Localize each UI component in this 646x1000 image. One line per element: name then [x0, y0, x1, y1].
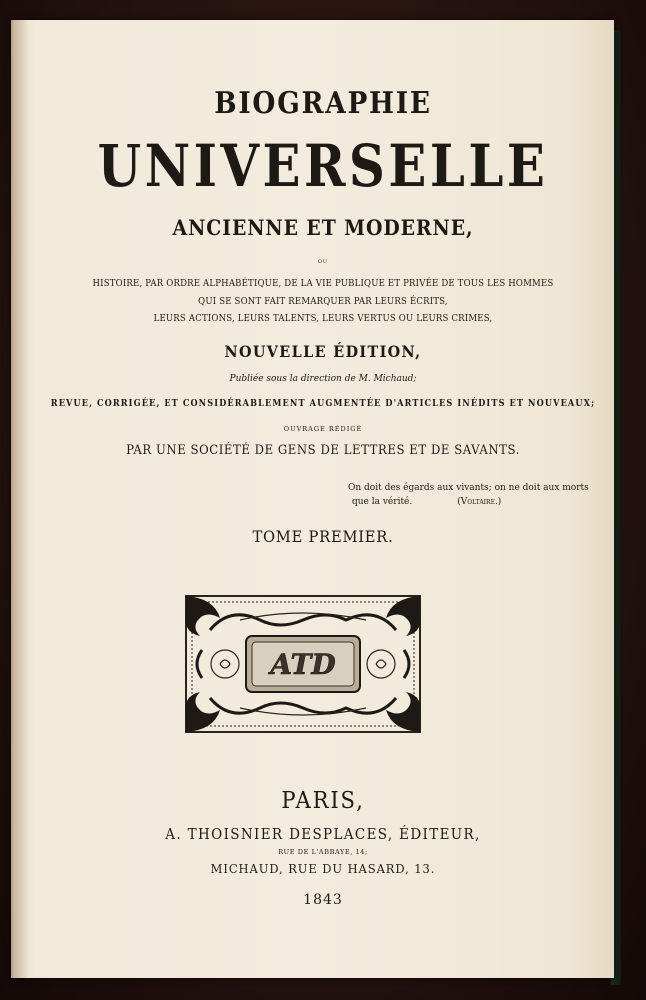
edition-editor-note: Publiée sous la direction de M. Michaud; [229, 374, 417, 384]
title-line-2: UNIVERSELLE [97, 132, 549, 200]
imprint-address-2: MICHAUD, RUE DU HASARD, 13. [210, 861, 436, 876]
imprint-address-1: RUE DE L'ABBAYE, 14; [278, 848, 368, 856]
imprint-city: PARIS, [281, 788, 365, 814]
epigraph-text: que la vérité. [352, 497, 413, 507]
ornamental-monogram-emblem-icon [180, 590, 426, 738]
edition-revision-note: REVUE, CORRIGÉE, ET CONSIDÉRABLEMENT AUGMENTÉE D'ARTICLES INÉDITS ET NOUVEAUX; [50, 398, 596, 409]
description-line-2: QUI SE SONT FAIT REMARQUER PAR LEURS ÉCRITS, [198, 296, 448, 307]
edition-authors-note: PAR UNE SOCIÉTÉ DE GENS DE LETTRES ET DE SAVANTS. [126, 443, 520, 458]
edition-label: NOUVELLE ÉDITION, [224, 342, 422, 361]
page-fold-line [11, 20, 13, 978]
emblem-monogram: ATD [270, 648, 336, 681]
description-line-3: LEURS ACTIONS, LEURS TALENTS, LEURS VERTUS OU LEURS CRIMES, [153, 313, 493, 324]
epigraph-line-1: On doit des égards aux vivants; on ne doit aux morts [348, 483, 589, 493]
title-line-3: ANCIENNE ET MODERNE, [172, 215, 474, 240]
epigraph-line-2 [352, 497, 582, 507]
imprint-publisher: A. THOISNIER DESPLACES, ÉDITEUR, [165, 825, 481, 843]
epigraph-attribution: (Voltaire.) [457, 497, 502, 507]
title-line-1: BIOGRAPHIE [214, 86, 432, 121]
imprint-year: 1843 [303, 892, 343, 908]
edition-ouvrage-note: OUVRAGE RÉDIGÉ [283, 425, 363, 433]
volume-label: TOME PREMIER. [252, 527, 394, 546]
description-line-1: HISTOIRE, PAR ORDRE ALPHABÉTIQUE, DE LA VIE PUBLIQUE ET PRIVÉE DE TOUS LES HOMMES [92, 278, 554, 289]
title-connector: ou [317, 257, 329, 265]
page-gutter-shadow [11, 20, 29, 978]
